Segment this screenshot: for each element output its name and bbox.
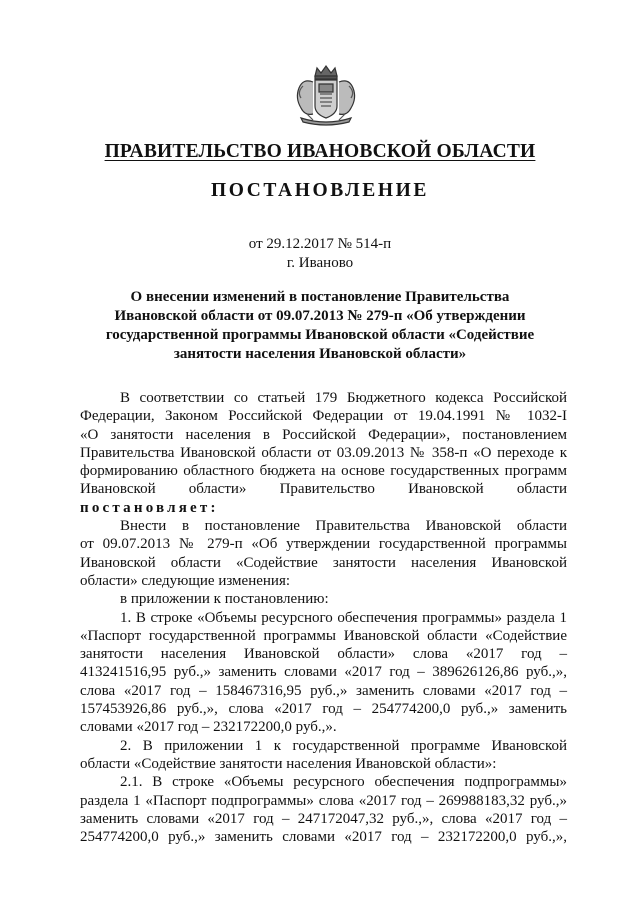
body-line: Ивановской области «Содействие занятости населения Ивановской: [80, 554, 567, 571]
body-line: 157453926,86 руб.,», слова «2017 год – 254774200,0 руб.,» заменить: [80, 701, 567, 718]
body-line: слова «2017 год – 158467316,95 руб.,» заменить словами «2017 год –: [80, 682, 567, 699]
body-line: области» следующие изменения:: [80, 572, 291, 589]
body-line: 1. В строке «Объемы ресурсного обеспечения программы» раздела 1: [120, 609, 567, 626]
coat-of-arms-emblem: [291, 62, 361, 128]
subject-line: занятости населения Ивановской области»: [173, 346, 467, 362]
body-line: занятости населения Ивановской области» слова «2017 год –: [80, 646, 567, 663]
body-line: в приложении к постановлению:: [120, 591, 329, 608]
body-line: от 09.07.2013 № 279-п «Об утверждении государственной программы: [80, 536, 567, 553]
subject-line: Ивановской области от 09.07.2013 № 279-п «Об утверждении: [114, 308, 526, 324]
date-and-number: от 29.12.2017 № 514-п: [248, 236, 392, 252]
decree-word-line: [80, 499, 567, 517]
body-line: области «Содействие занятости населения Ивановской области»:: [80, 755, 497, 772]
subject-line: государственной программы Ивановской области «Содействие: [105, 327, 535, 343]
document-subject: [95, 288, 545, 364]
body-line: Федерации, Законом Российской Федерации от 19.04.1991 № 1032-I: [80, 408, 567, 425]
document-body: [80, 389, 567, 846]
body-line: В соответствии со статьей 179 Бюджетного кодекса Российской: [120, 390, 567, 406]
body-line: заменить словами «2017 год – 247172047,32 руб.,», слова «2017 год –: [80, 810, 567, 827]
body-line: формированию областного бюджета на основе государственных программ: [80, 463, 567, 480]
government-title: ПРАВИТЕЛЬСТВО ИВАНОВСКОЙ ОБЛАСТИ: [104, 141, 536, 162]
city-line: г. Иваново: [286, 255, 354, 271]
body-line: 2. В приложении 1 к государственной программе Ивановской: [120, 737, 567, 754]
body-line: Правительства Ивановской области от 03.09.2013 № 358-п «О переходе к: [80, 444, 567, 461]
decree-colon: :: [210, 499, 216, 516]
subject-line: О внесении изменений в постановление Правительства: [130, 289, 510, 305]
body-line: 254774200,0 руб.,» заменить словами «2017 год – 232172200,0 руб.,»,: [80, 829, 567, 846]
body-line: 2.1. В строке «Объемы ресурсного обеспечения подпрограммы»: [120, 774, 567, 791]
decree-word: постановляет: [80, 499, 211, 516]
body-line: раздела 1 «Паспорт подпрограммы» слова «2017 год – 269988183,32 руб.,»: [80, 792, 567, 809]
body-line: «Паспорт государственной программы Ивановской области «Содействие: [80, 627, 567, 644]
document-type-title: ПОСТАНОВЛЕНИЕ: [210, 180, 430, 201]
body-line: словами «2017 год – 232172200,0 руб.,».: [80, 719, 337, 736]
body-line: Ивановской области» Правительство Ивановской области: [80, 481, 567, 498]
body-line: Внести в постановление Правительства Ивановской области: [120, 518, 567, 535]
body-line: 413241516,95 руб.,» заменить словами «2017 год – 389626126,86 руб.,»,: [80, 664, 567, 681]
body-line: «О занятости населения в Российской Федерации», постановлением: [80, 426, 567, 443]
